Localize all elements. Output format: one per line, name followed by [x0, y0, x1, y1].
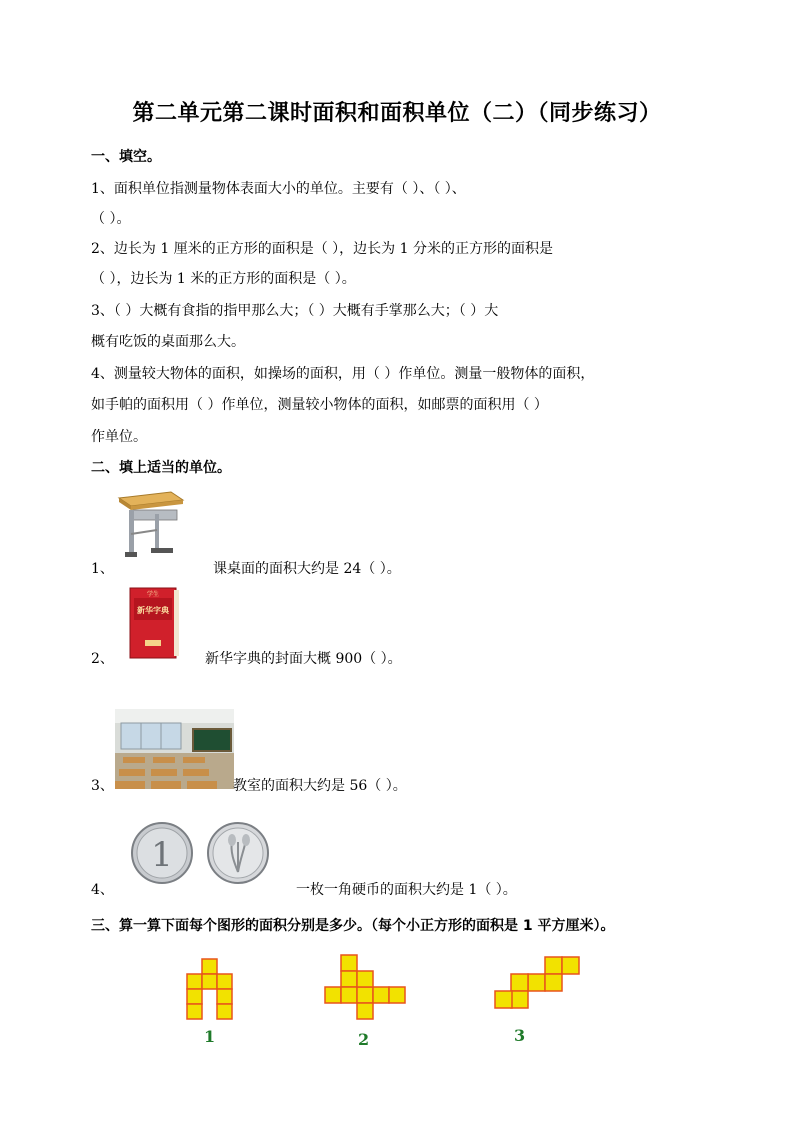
- classroom-image: [115, 709, 234, 789]
- coin-digit: 1: [151, 835, 173, 875]
- q2-line-1: 2、边长为 1 厘米的正方形的面积是（ ），边长为 1 分米的正方形的面积是: [91, 241, 553, 257]
- figure-2: [324, 954, 406, 1050]
- dictionary-image: [128, 586, 180, 660]
- section-2-heading: 二、填上适当的单位。: [91, 460, 231, 476]
- desk-image: [115, 490, 185, 565]
- figure-3-label: 3: [514, 1026, 526, 1045]
- s2-item-4-number: 4、: [91, 882, 114, 898]
- section-1-heading: 一、填空。: [91, 149, 161, 165]
- dictionary-title-text: 新华字典: [137, 606, 169, 615]
- q4-line-1: 4、测量较大物体的面积，如操场的面积，用（ ）作单位。测量一般物体的面积，: [91, 366, 595, 382]
- coins-image: [130, 822, 272, 886]
- figure-3: [494, 956, 580, 1046]
- figure-1-label: 1: [204, 1027, 216, 1046]
- s2-item-3-number: 3、: [91, 778, 114, 794]
- page-title: 第二单元第二课时面积和面积单位（二）（同步练习）: [132, 101, 662, 126]
- s2-item-2-text: 新华字典的封面大概 900（ ）。: [205, 651, 402, 667]
- q4-line-3: 作单位。: [91, 429, 147, 445]
- q4-line-2: 如手帕的面积用（ ）作单位，测量较小物体的面积，如邮票的面积用（ ）: [91, 397, 548, 413]
- figure-2-label: 2: [358, 1030, 370, 1049]
- s2-item-4-text: 一枚一角硬币的面积大约是 1（ ）。: [296, 882, 517, 898]
- s2-item-3-text: 教室的面积大约是 56（ ）。: [233, 778, 407, 794]
- q3-line-2: 概有吃饭的桌面那么大。: [91, 334, 245, 350]
- q3-line-1: 3、（ ）大概有食指的指甲那么大；（ ）大概有手掌那么大；（ ）大: [91, 303, 499, 319]
- q1-line-1: 1、面积单位指测量物体表面大小的单位。主要有（ ）、（ ）、: [91, 181, 466, 197]
- section-3-heading: 三、算一算下面每个图形的面积分别是多少。（每个小正方形的面积是 1 平方厘米）。: [91, 918, 615, 934]
- figure-1: [186, 958, 234, 1048]
- s2-item-1-text: 课桌面的面积大约是 24（ ）。: [213, 561, 401, 577]
- q2-line-2: （ ），边长为 1 米的正方形的面积是（ ）。: [91, 271, 356, 287]
- s2-item-2-number: 2、: [91, 651, 114, 667]
- dictionary-top-text: 学生: [146, 591, 160, 598]
- q1-line-2: （ ）。: [91, 211, 131, 227]
- s2-item-1-number: 1、: [91, 561, 114, 577]
